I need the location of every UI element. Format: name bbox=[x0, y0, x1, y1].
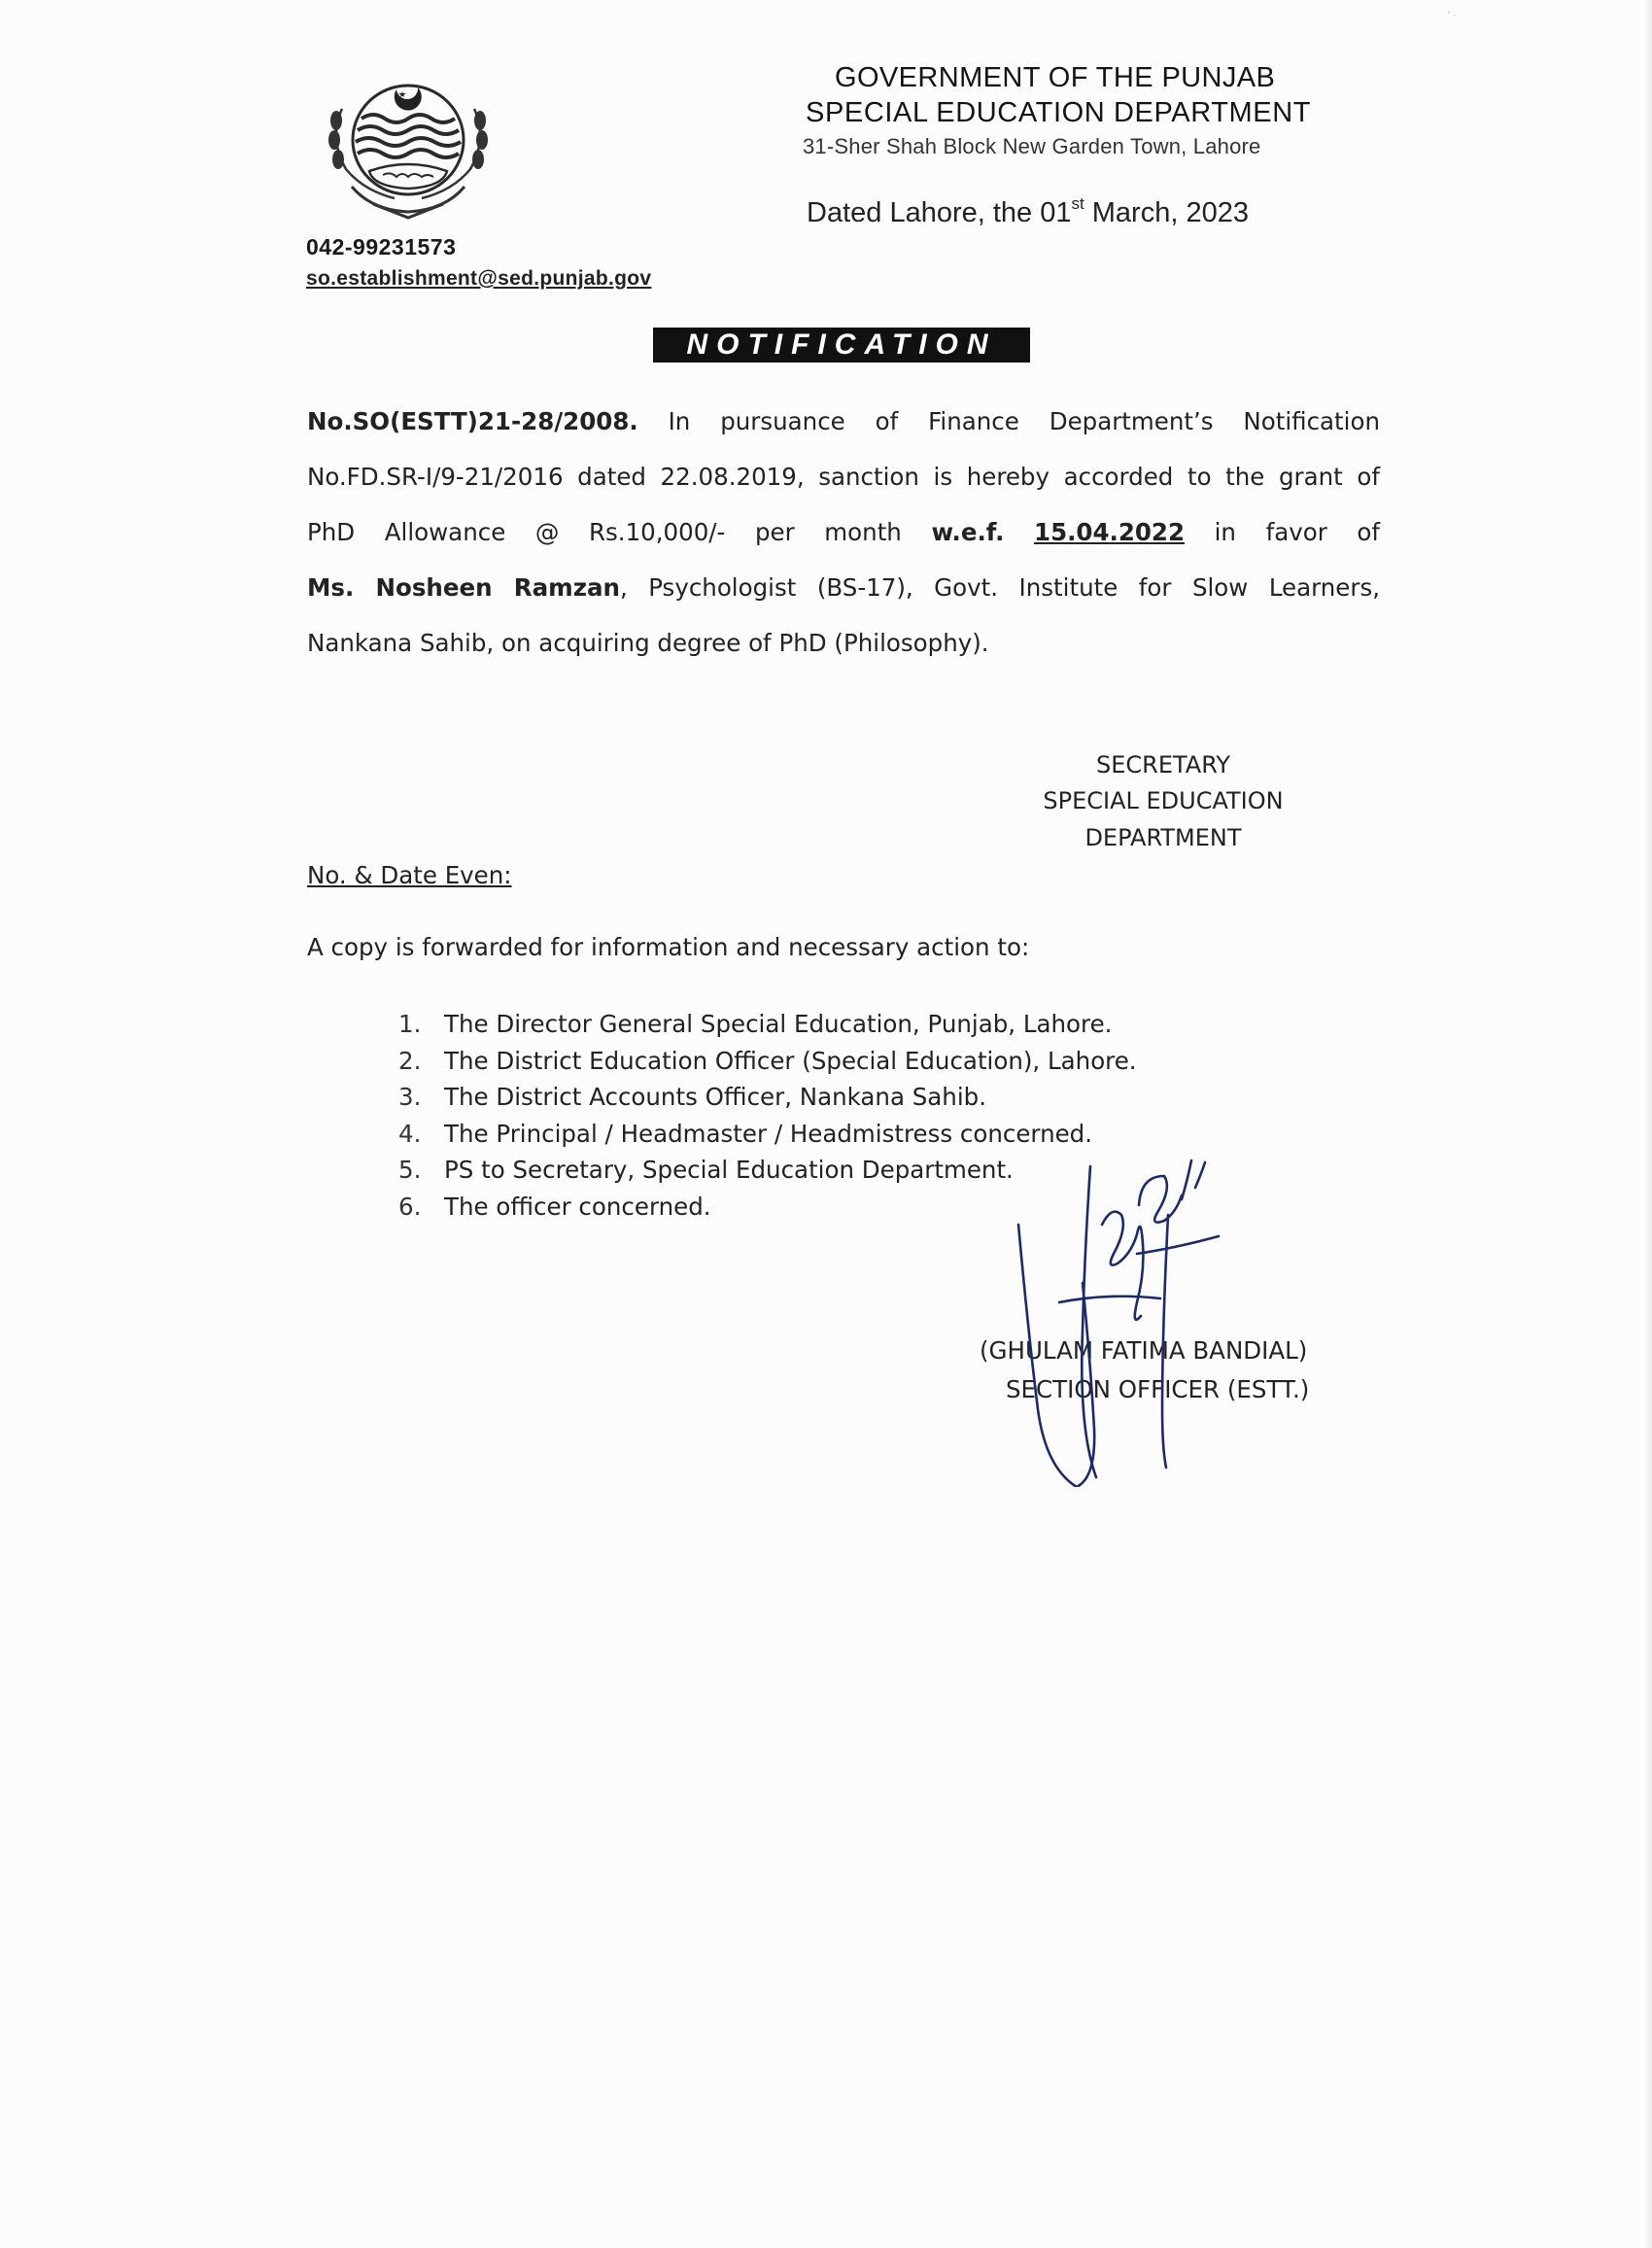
body-line-5 bbox=[307, 622, 1380, 677]
recipient-name: Ms. Nosheen Ramzan bbox=[307, 573, 620, 602]
department-name: SPECIAL EDUCATION DEPARTMENT bbox=[806, 97, 1312, 128]
email-link[interactable]: so.establishment@sed.punjab.gov bbox=[306, 267, 652, 290]
dated-prefix: Dated Lahore, the 01 bbox=[807, 197, 1072, 228]
list-item-number: 6. bbox=[398, 1192, 422, 1221]
list-item-number: 2. bbox=[398, 1046, 422, 1075]
phone-number: 042-99231573 bbox=[306, 234, 457, 259]
body-line-3-start: PhD Allowance @ Rs.10,000/- per month bbox=[307, 518, 932, 546]
department-address: 31-Sher Shah Block New Garden Town, Lahore bbox=[803, 134, 1261, 158]
government-of-punjab-crest-icon bbox=[313, 70, 503, 224]
list-item bbox=[398, 1043, 1137, 1080]
body-line-3-end: in favor of bbox=[1185, 518, 1381, 546]
list-item-text: The Principal / Headmaster / Headmistress concerned. bbox=[444, 1119, 1093, 1148]
handwritten-signature-icon bbox=[1001, 1147, 1254, 1487]
scan-edge-shadow bbox=[1644, 0, 1652, 2248]
list-item bbox=[398, 1079, 1137, 1116]
list-item-number: 5. bbox=[398, 1156, 422, 1184]
list-item bbox=[398, 1006, 1137, 1043]
scan-speck: ' · bbox=[1448, 10, 1457, 21]
body-line-5-text: Nankana Sahib, on acquiring degree of PhD (Philosophy). bbox=[307, 629, 989, 657]
list-item-text: The District Education Officer (Special Education), Lahore. bbox=[444, 1046, 1137, 1075]
reference-number: No.SO(ESTT)21-28/2008. bbox=[307, 407, 638, 435]
dated-suffix: March, 2023 bbox=[1084, 197, 1249, 228]
list-item-text: The officer concerned. bbox=[444, 1192, 711, 1221]
body-line-3 bbox=[307, 511, 1380, 567]
body-line-2-text: No.FD.SR-I/9-21/2016 dated 22.08.2019, sanction is hereby accorded to the grant of bbox=[307, 463, 1380, 491]
wef-date: 15.04.2022 bbox=[1034, 518, 1186, 546]
wef-label: w.e.f. bbox=[931, 518, 1005, 546]
government-title: GOVERNMENT OF THE PUNJAB bbox=[835, 62, 1276, 93]
notification-heading: NOTIFICATION bbox=[686, 329, 997, 361]
notification-body bbox=[307, 400, 1380, 677]
copy-intro: A copy is forwarded for information and necessary action to: bbox=[307, 933, 1030, 961]
issuer-line-1: SECRETARY bbox=[1095, 751, 1230, 778]
dated-ordinal: st bbox=[1071, 194, 1084, 213]
body-line-4-text: , Psychologist (BS-17), Govt. Institute for Slow Learners, bbox=[619, 573, 1380, 602]
notification-heading-box bbox=[653, 328, 1030, 363]
dated-line bbox=[807, 194, 1249, 229]
list-item-text: The District Accounts Officer, Nankana Sahib. bbox=[444, 1083, 986, 1111]
no-date-even-heading: No. & Date Even: bbox=[307, 861, 512, 889]
issuer-line-2: SPECIAL EDUCATION bbox=[1043, 787, 1284, 814]
body-line-1-text: In pursuance of Finance Department’s Notification bbox=[637, 407, 1380, 435]
list-item-number: 4. bbox=[398, 1119, 422, 1148]
body-line-1 bbox=[307, 400, 1380, 456]
list-item-number: 1. bbox=[398, 1010, 422, 1038]
list-item-text: PS to Secretary, Special Education Department. bbox=[444, 1156, 1014, 1184]
list-item-number: 3. bbox=[398, 1083, 422, 1111]
issuer-line-3: DEPARTMENT bbox=[1084, 824, 1242, 851]
signatory-designation: SECTION OFFICER (ESTT.) bbox=[1006, 1375, 1310, 1403]
signatory-name: (GHULAM FATIMA BANDIAL) bbox=[980, 1336, 1308, 1365]
body-line-4 bbox=[307, 567, 1380, 622]
body-line-2 bbox=[307, 456, 1380, 511]
list-item-text: The Director General Special Education, Punjab, Lahore. bbox=[444, 1010, 1113, 1038]
